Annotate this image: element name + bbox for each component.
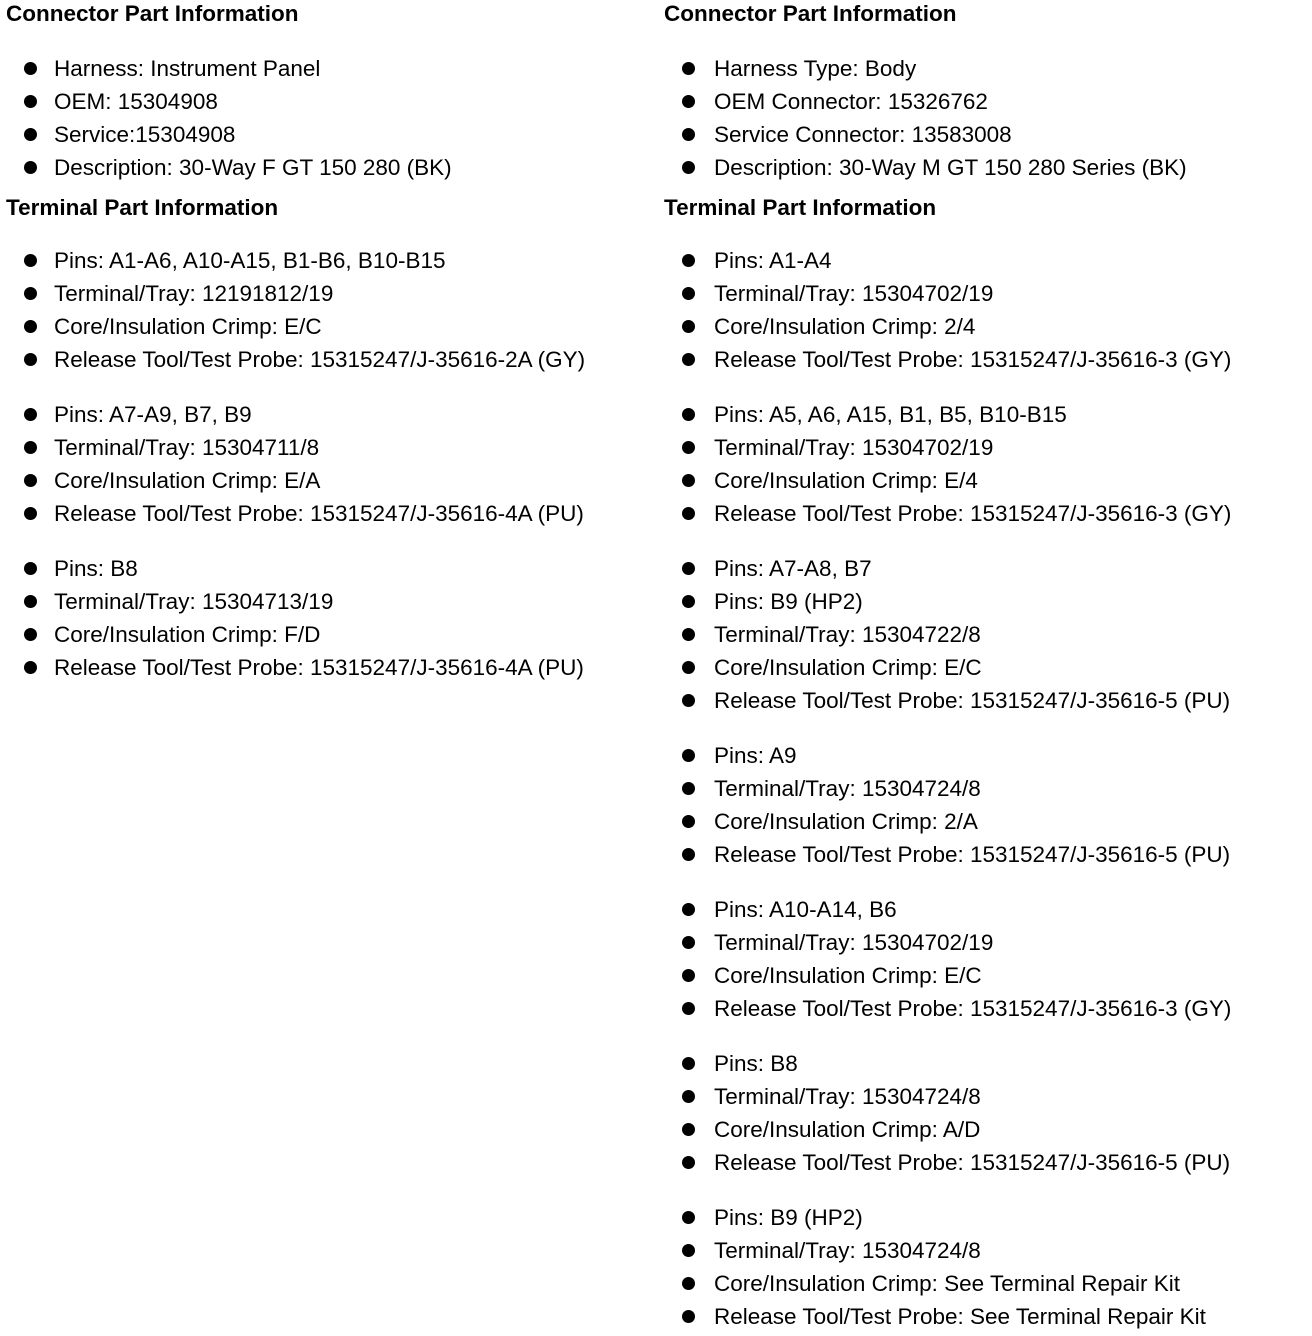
list-item [664, 1234, 1309, 1267]
list-item-text: Terminal/Tray: 15304722/8 [714, 622, 981, 647]
bullet-icon [24, 161, 37, 174]
bullet-icon [682, 595, 695, 608]
list-item [6, 277, 654, 310]
list-item [6, 85, 654, 118]
list-item [664, 52, 1309, 85]
bullet-icon [682, 562, 695, 575]
list-item-text: Release Tool/Test Probe: See Terminal Repair Kit [714, 1304, 1206, 1329]
connector-heading: Connector Part Information [6, 1, 299, 26]
list-item-text: Release Tool/Test Probe: 15315247/J-35616-5 (PU) [714, 688, 1231, 713]
terminal-groups [664, 244, 1309, 1333]
list-item [6, 464, 654, 497]
list-item-text: Core/Insulation Crimp: E/C [54, 314, 322, 339]
bullet-icon [682, 628, 695, 641]
list-item-text: Terminal/Tray: 15304702/19 [714, 281, 994, 306]
bullet-icon [24, 353, 37, 366]
list-item-text: Terminal/Tray: 15304724/8 [714, 1084, 981, 1109]
list-item-text: OEM Connector: 15326762 [714, 89, 988, 114]
list-item [664, 1047, 1309, 1080]
list-item [6, 398, 654, 431]
bullet-icon [682, 95, 695, 108]
list-item-text: Core/Insulation Crimp: 2/4 [714, 314, 976, 339]
list-item [664, 992, 1309, 1025]
list-item [664, 1201, 1309, 1234]
list-item [6, 52, 654, 85]
terminal-group [664, 398, 1309, 530]
list-item [664, 310, 1309, 343]
list-item [6, 651, 654, 684]
bullet-icon [24, 287, 37, 300]
bullet-icon [682, 287, 695, 300]
bullet-icon [682, 1123, 695, 1136]
list-item [6, 618, 654, 651]
list-item [6, 118, 654, 151]
bullet-icon [682, 1090, 695, 1103]
list-item [664, 959, 1309, 992]
list-item [664, 805, 1309, 838]
list-item-text: OEM: 15304908 [54, 89, 218, 114]
terminal-group [6, 244, 654, 376]
list-item [6, 585, 654, 618]
bullet-icon [24, 661, 37, 674]
list-item-text: Pins: A7-A9, B7, B9 [54, 402, 252, 427]
list-item-text: Release Tool/Test Probe: 15315247/J-35616-4A (PU) [54, 501, 584, 526]
bullet-icon [682, 694, 695, 707]
bullet-icon [682, 815, 695, 828]
terminal-group [6, 398, 654, 530]
list-item [6, 497, 654, 530]
list-item [664, 739, 1309, 772]
list-item [6, 343, 654, 376]
bullet-icon [682, 161, 695, 174]
connector-list [6, 52, 654, 184]
bullet-icon [682, 1211, 695, 1224]
terminal-groups [6, 244, 654, 684]
connector-list [664, 52, 1309, 184]
bullet-icon [682, 441, 695, 454]
bullet-icon [682, 661, 695, 674]
left-column [6, 0, 654, 684]
list-item [664, 893, 1309, 926]
list-item [664, 118, 1309, 151]
list-item-text: Terminal/Tray: 15304713/19 [54, 589, 334, 614]
terminal-group [664, 244, 1309, 376]
bullet-icon [682, 474, 695, 487]
list-item [664, 497, 1309, 530]
terminal-group [664, 893, 1309, 1025]
bullet-icon [24, 595, 37, 608]
terminal-group [664, 552, 1309, 717]
list-item [664, 277, 1309, 310]
list-item-text: Harness Type: Body [714, 56, 917, 81]
list-item [664, 618, 1309, 651]
list-item [664, 244, 1309, 277]
list-item-text: Pins: A9 [714, 743, 797, 768]
list-item [664, 772, 1309, 805]
bullet-icon [682, 1002, 695, 1015]
list-item-text: Terminal/Tray: 15304702/19 [714, 435, 994, 460]
bullet-icon [682, 848, 695, 861]
bullet-icon [682, 782, 695, 795]
list-item-text: Harness: Instrument Panel [54, 56, 321, 81]
list-item [664, 464, 1309, 497]
bullet-icon [24, 128, 37, 141]
list-item-text: Release Tool/Test Probe: 15315247/J-35616-3 (GY) [714, 347, 1232, 372]
right-column [664, 0, 1309, 1333]
bullet-icon [682, 320, 695, 333]
list-item-text: Pins: A7-A8, B7 [714, 556, 872, 581]
bullet-icon [24, 474, 37, 487]
terminal-group [664, 1047, 1309, 1179]
bullet-icon [24, 254, 37, 267]
list-item [664, 1267, 1309, 1300]
list-item-text: Pins: B9 (HP2) [714, 1205, 863, 1230]
list-item-text: Core/Insulation Crimp: E/4 [714, 468, 978, 493]
bullet-icon [682, 1057, 695, 1070]
bullet-icon [24, 507, 37, 520]
list-item-text: Core/Insulation Crimp: See Terminal Repair Kit [714, 1271, 1181, 1296]
list-item-text: Pins: B9 (HP2) [714, 589, 863, 614]
list-item [664, 151, 1309, 184]
list-item [6, 431, 654, 464]
bullet-icon [682, 903, 695, 916]
list-item [6, 244, 654, 277]
list-item-text: Core/Insulation Crimp: 2/A [714, 809, 978, 834]
list-item-text: Terminal/Tray: 15304724/8 [714, 1238, 981, 1263]
list-item-text: Release Tool/Test Probe: 15315247/J-35616-3 (GY) [714, 501, 1232, 526]
list-item-text: Description: 30-Way M GT 150 280 Series (BK) [714, 155, 1187, 180]
list-item-text: Service:15304908 [54, 122, 236, 147]
list-item-text: Release Tool/Test Probe: 15315247/J-35616-3 (GY) [714, 996, 1232, 1021]
bullet-icon [682, 254, 695, 267]
list-item-text: Description: 30-Way F GT 150 280 (BK) [54, 155, 452, 180]
list-item-text: Pins: B8 [714, 1051, 798, 1076]
list-item-text: Service Connector: 13583008 [714, 122, 1012, 147]
list-item-text: Terminal/Tray: 15304711/8 [54, 435, 320, 460]
list-item-text: Core/Insulation Crimp: E/C [714, 655, 982, 680]
bullet-icon [24, 62, 37, 75]
connector-heading: Connector Part Information [664, 1, 957, 26]
bullet-icon [682, 507, 695, 520]
bullet-icon [682, 749, 695, 762]
list-item-text: Release Tool/Test Probe: 15315247/J-35616-4A (PU) [54, 655, 584, 680]
list-item-text: Terminal/Tray: 12191812/19 [54, 281, 334, 306]
bullet-icon [24, 95, 37, 108]
list-item [664, 1080, 1309, 1113]
bullet-icon [24, 441, 37, 454]
list-item [664, 552, 1309, 585]
bullet-icon [682, 1310, 695, 1323]
list-item-text: Core/Insulation Crimp: F/D [54, 622, 321, 647]
list-item-text: Core/Insulation Crimp: E/C [714, 963, 982, 988]
bullet-icon [682, 1156, 695, 1169]
list-item-text: Release Tool/Test Probe: 15315247/J-35616-2A (GY) [54, 347, 586, 372]
bullet-icon [24, 408, 37, 421]
list-item-text: Pins: A1-A6, A10-A15, B1-B6, B10-B15 [54, 248, 446, 273]
bullet-icon [682, 969, 695, 982]
list-item [664, 431, 1309, 464]
bullet-icon [682, 936, 695, 949]
bullet-icon [682, 408, 695, 421]
list-item [664, 85, 1309, 118]
list-item-text: Release Tool/Test Probe: 15315247/J-35616-5 (PU) [714, 842, 1231, 867]
list-item-text: Terminal/Tray: 15304702/19 [714, 930, 994, 955]
list-item [664, 585, 1309, 618]
list-item-text: Release Tool/Test Probe: 15315247/J-35616-5 (PU) [714, 1150, 1231, 1175]
bullet-icon [682, 62, 695, 75]
bullet-icon [682, 353, 695, 366]
bullet-icon [24, 320, 37, 333]
terminal-heading: Terminal Part Information [6, 195, 279, 220]
list-item [664, 1300, 1309, 1333]
list-item-text: Terminal/Tray: 15304724/8 [714, 776, 981, 801]
list-item [664, 343, 1309, 376]
bullet-icon [682, 128, 695, 141]
list-item [664, 651, 1309, 684]
list-item-text: Pins: A1-A4 [714, 248, 832, 273]
list-item [664, 684, 1309, 717]
bullet-icon [24, 562, 37, 575]
list-item [6, 552, 654, 585]
list-item [664, 926, 1309, 959]
terminal-group [664, 1201, 1309, 1333]
terminal-heading: Terminal Part Information [664, 195, 937, 220]
bullet-icon [24, 628, 37, 641]
terminal-group [6, 552, 654, 684]
bullet-icon [682, 1277, 695, 1290]
list-item-text: Core/Insulation Crimp: E/A [54, 468, 321, 493]
bullet-icon [682, 1244, 695, 1257]
terminal-group [664, 739, 1309, 871]
list-item-text: Core/Insulation Crimp: A/D [714, 1117, 981, 1142]
list-item [664, 1146, 1309, 1179]
list-item-text: Pins: B8 [54, 556, 138, 581]
list-item-text: Pins: A10-A14, B6 [714, 897, 897, 922]
list-item-text: Pins: A5, A6, A15, B1, B5, B10-B15 [714, 402, 1067, 427]
list-item [664, 838, 1309, 871]
list-item [664, 1113, 1309, 1146]
list-item [6, 310, 654, 343]
list-item [6, 151, 654, 184]
list-item [664, 398, 1309, 431]
